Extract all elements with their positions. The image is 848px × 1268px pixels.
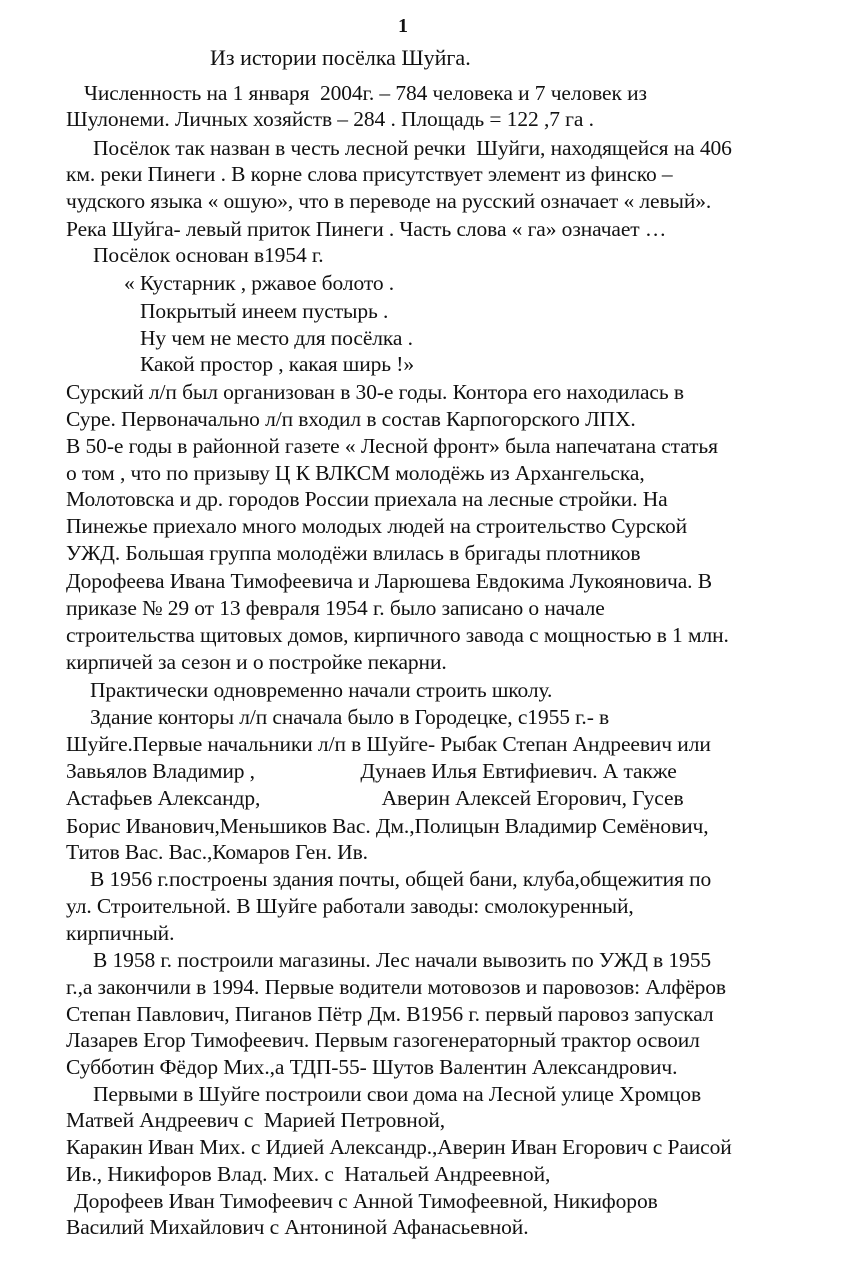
text-line: Борис Иванович,Меньшиков Вас. Дм.,Полицын Владимир Семёнович,: [66, 814, 709, 838]
text-line: Ив., Никифоров Влад. Мих. с Натальей Андреевной,: [66, 1162, 551, 1186]
text-line: Титов Вас. Вас.,Комаров Ген. Ив.: [66, 840, 368, 864]
poem-line: Какой простор , какая ширь !»: [140, 352, 414, 376]
document-title: Из истории посёлка Шуйга.: [210, 45, 471, 70]
poem-line: Покрытый инеем пустырь .: [140, 299, 389, 323]
text-line: Лазарев Егор Тимофеевич. Первым газогенераторный трактор освоил: [66, 1028, 700, 1052]
text-line: г.,а закончили в 1994. Первые водители мотовозов и паровозов: Алфёров: [66, 975, 726, 999]
text-line: Река Шуйга- левый приток Пинеги . Часть слова « га» означает …: [66, 217, 667, 241]
text-line: Здание конторы л/п сначала было в Городецке, с1955 г.- в: [90, 705, 610, 729]
text-line: Матвей Андреевич с Марией Петровной,: [66, 1108, 446, 1132]
text-line: УЖД. Большая группа молодёжи влилась в бригады плотников: [66, 541, 641, 565]
text-line: Дорофеев Иван Тимофеевич с Анной Тимофеевной, Никифоров: [74, 1189, 658, 1213]
text-line: кирпичей за сезон и о постройке пекарни.: [66, 650, 447, 674]
text-line: Дорофеева Ивана Тимофеевича и Ларюшева Евдокима Лукояновича. В: [66, 569, 712, 593]
text-line: Посёлок так назван в честь лесной речки Шуйги, находящейся на 406: [93, 136, 732, 160]
text-line: Практически одновременно начали строить школу.: [90, 678, 553, 702]
text-line: строительства щитовых домов, кирпичного завода с мощностью в 1 млн.: [66, 623, 729, 647]
text-line: Суре. Первоначально л/п входил в состав Карпогорского ЛПХ.: [66, 407, 636, 431]
text-line: Субботин Фёдор Мих.,а ТДП-55- Шутов Валентин Александрович.: [66, 1055, 678, 1079]
text-line: Астафьев Александр, Аверин Алексей Егорович, Гусев: [66, 786, 684, 810]
text-line: Каракин Иван Мих. с Идией Александр.,Аверин Иван Егорович с Раисой: [66, 1135, 732, 1159]
poem-line: « Кустарник , ржавое болото .: [124, 271, 395, 295]
text-line: Первыми в Шуйге построили свои дома на Лесной улице Хромцов: [93, 1082, 702, 1106]
text-line: км. реки Пинеги . В корне слова присутствует элемент из финско –: [66, 162, 673, 186]
text-line: Сурский л/п был организован в 30-е годы. Контора его находилась в: [66, 380, 684, 404]
text-line: приказе № 29 от 13 февраля 1954 г. было записано о начале: [66, 596, 605, 620]
text-line: кирпичный.: [66, 921, 175, 945]
text-line: Шуйге.Первые начальники л/п в Шуйге- Рыбак Степан Андреевич или: [66, 732, 711, 756]
poem-line: Ну чем не место для посёлка .: [140, 326, 413, 350]
page-number: 1: [398, 15, 408, 37]
text-line: Завьялов Владимир , Дунаев Илья Евтифиевич. А также: [66, 759, 677, 783]
text-line: Численность на 1 января 2004г. – 784 человека и 7 человек из: [84, 81, 647, 105]
text-line: Шулонеми. Личных хозяйств – 284 . Площадь = 122 ,7 га .: [66, 107, 594, 131]
text-line: В 50-е годы в районной газете « Лесной фронт» была напечатана статья: [66, 434, 718, 458]
text-line: Посёлок основан в1954 г.: [93, 243, 324, 267]
text-line: о том , что по призыву Ц К ВЛКСМ молодёжь из Архангельска,: [66, 461, 645, 485]
text-line: Василий Михайлович с Антониной Афанасьевной.: [66, 1215, 529, 1239]
text-line: В 1956 г.построены здания почты, общей бани, клуба,общежития по: [90, 867, 712, 891]
text-line: чудского языка « ошую», что в переводе на русский означает « левый».: [66, 189, 712, 213]
text-line: Молотовска и др. городов России приехала на лесные стройки. На: [66, 487, 668, 511]
text-line: ул. Строительной. В Шуйге работали заводы: смолокуренный,: [66, 894, 634, 918]
text-line: Пинежье приехало много молодых людей на строительство Сурской: [66, 514, 688, 538]
text-line: Степан Павлович, Пиганов Пётр Дм. В1956 г. первый паровоз запускал: [66, 1002, 714, 1026]
text-line: В 1958 г. построили магазины. Лес начали вывозить по УЖД в 1955: [93, 948, 711, 972]
